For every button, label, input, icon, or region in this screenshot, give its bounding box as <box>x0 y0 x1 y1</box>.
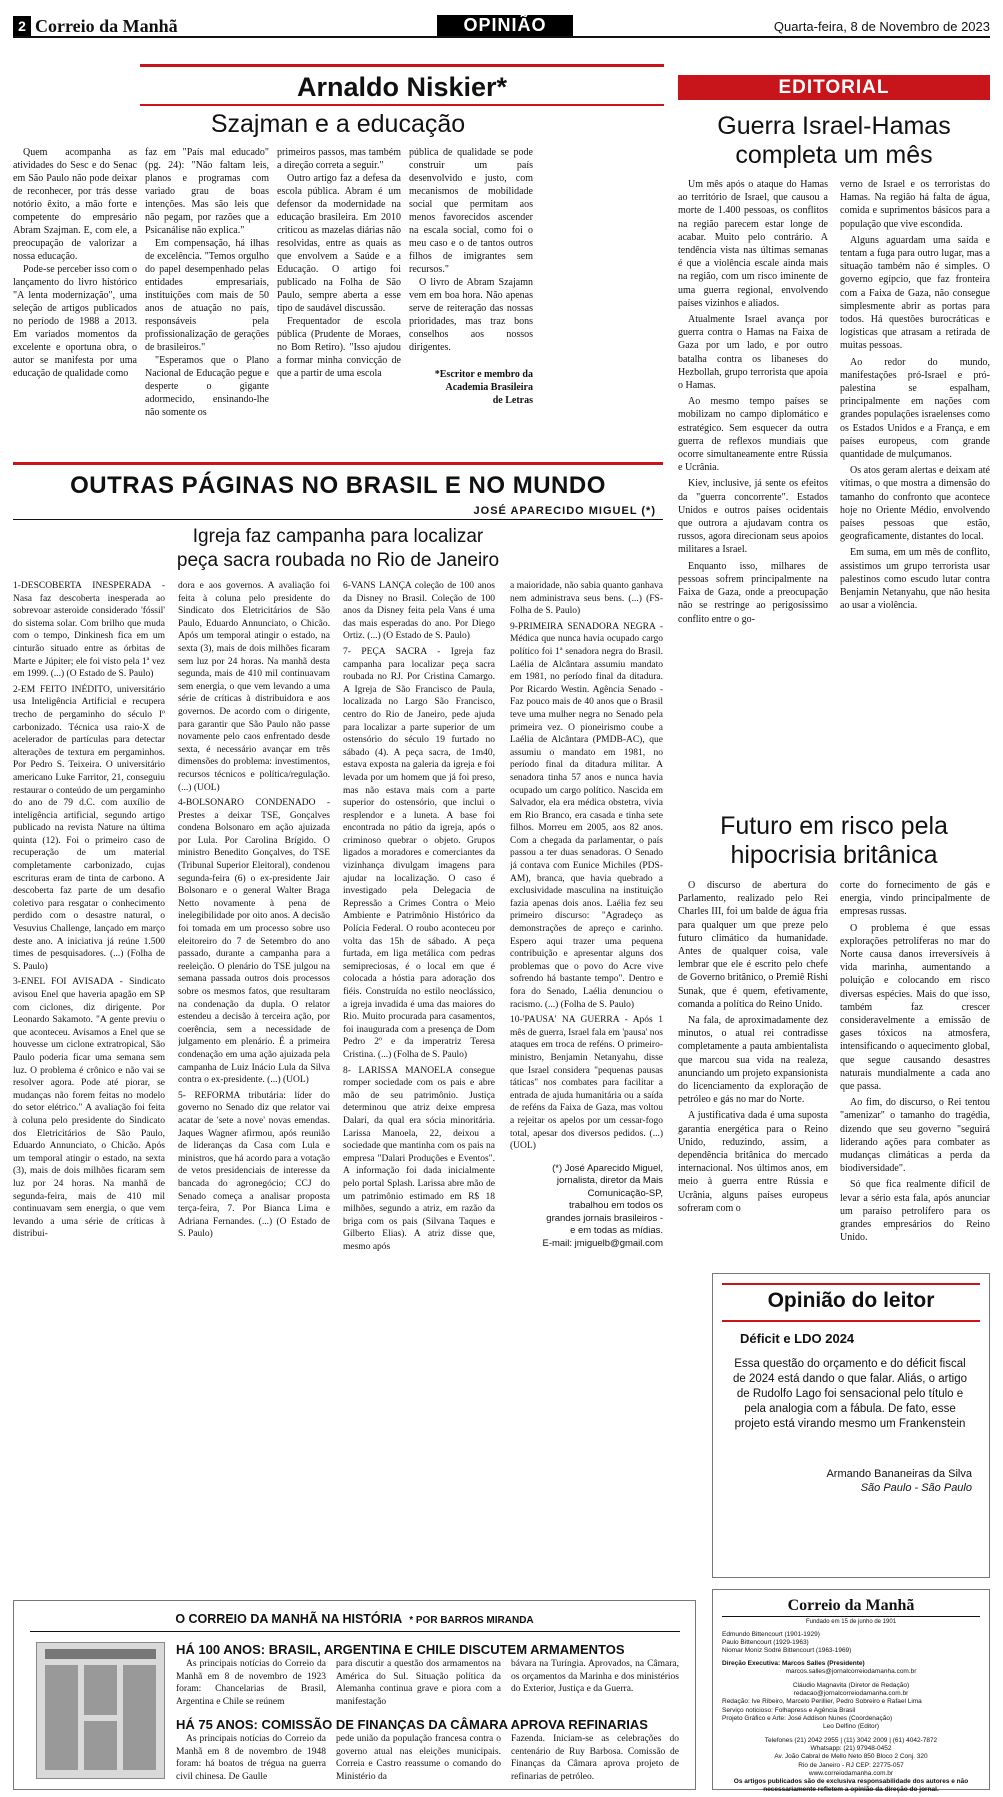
editorial-title-2 <box>678 812 990 870</box>
title-line: Guerra Israel-Hamas <box>717 112 951 140</box>
founder: Niomar Moniz Sodré Bittencourt (1963-1969) <box>722 1647 852 1655</box>
outras-top-bar <box>13 462 663 465</box>
column-top-bar <box>140 64 664 67</box>
masthead-logo: Correio da Manhã <box>787 1597 915 1614</box>
reader-place: São Paulo - São Paulo <box>860 1482 972 1494</box>
footnote-line: grandes jornais brasileiros - <box>546 1212 663 1224</box>
outras-byline: JOSÉ APARECIDO MIGUEL (*) <box>473 505 656 517</box>
website-link[interactable]: www.correiodamanha.com.br <box>808 1769 894 1777</box>
paragraph: Pode-se perceber isso com o lançamento do livro histórico "A lenta modernização", uma seleção de artigos publicados no período de 1988 a 2013. Em variados momentos da excelente e oportuna obra, o autor se manifesta por uma educação de qualidade como <box>13 264 137 379</box>
history-divider <box>30 1631 680 1632</box>
footnote-line: E-mail: jmiguelb@gmail.com <box>542 1237 663 1249</box>
masthead-founded: Fundado em 15 de junho de 1901 <box>805 1619 897 1625</box>
signature-line: Academia Brasileira <box>445 382 533 393</box>
paragraph: faz em "País mal educado" (pg. 24): "Não faltam leis, planos e programas com variado grau de boas intenções. Mas são leis que não pegam, por razões que a Psicanálise não explica." <box>145 147 269 236</box>
staff-line: redacao@jornalcorreiodamanha.com.br <box>793 1690 909 1698</box>
paragraph: "Esperamos que o Plano Nacional de Educação pegue e desperte o gigante adormecido, ensinando-lhe não somente os <box>145 355 269 418</box>
paragraph: verno de Israel e os terroristas do Hamas. Na região há falta de água, comida e suprimentos básicos para a população que vive escondida. <box>840 179 990 230</box>
outras-section-title: OUTRAS PÁGINAS NO BRASIL E NO MUNDO <box>70 472 606 499</box>
news-item: 1-DESCOBERTA INESPERADA - Nasa faz descoberta inesperada ao sobrevoar asteroide considerado 'fóssil' do sistema solar. Com brilho que muda com o tempo, Dinkinesh fica em um cinturão situado entre as órbitas de Marte e Júpiter; ele foi visto pela 1ª vez em 1999. (...) (O Estado de S. Paulo) <box>13 581 165 680</box>
direction-line: Direção Executiva: Marcos Salles (Presidente) <box>722 1660 865 1667</box>
signature-line: de Letras <box>492 395 533 406</box>
staff-line: Projeto Gráfico e Arte: José Addison Nunes (Coordenação) <box>722 1714 893 1722</box>
masthead-staff <box>722 1682 980 1731</box>
staff-line: Leo Delfino (Editor) <box>823 1723 879 1731</box>
history-title-text: O CORREIO DA MANHÃ NA HISTÓRIA <box>175 1612 402 1626</box>
section-title: OPINIÃO <box>437 15 573 36</box>
paragraph: A justificativa dada é uma suposta garantia energética para o Reino Unido, reduzindo, assim, a dependência britânica do mercado internacional. Nos últimos anos, em meio à guerra entre Rússia e Ucrânia, alguns países europeus sofreram com o <box>678 1110 828 1214</box>
footnote-line: trabalhou em todos os <box>568 1200 663 1212</box>
history-text-75-c <box>511 1733 679 1785</box>
paragraph: pública de qualidade se pode construir um país desenvolvido e justo, com mecanismos de mobilidade social que permitam aos menos favorecidos ascender na escala social, como foi o meu caso e o de tantos outros filhos de imigrantes sem recursos." <box>409 147 533 275</box>
paragraph: Quem acompanha as atividades do Sesc e do Senac em São Paulo não pode deixar de reconhecer, por trás desse notório êxito, a mão forte e competente do empresário Abram Szajman. E, com ele, a preocupação de valorizar a nossa educação. <box>13 147 137 262</box>
editorial-tag: EDITORIAL <box>678 75 990 100</box>
news-item: 5- REFORMA tributária: líder do governo no Senado diz que relator vai acatar de 'sete a nove' novas emendas. Jaques Wagner afirmou, após reunião de lideranças da Casa com Lula e ministros, que há acordo para a votação de vetos presidenciais de interesse da bancada do agronegócio; CCJ do Senado começa a analisar proposta terça-feira, 7. Por Bianca Lima e Adriana Fernandes. (...) (O Estado de S. Paulo) <box>178 1090 330 1240</box>
paragraph: Os atos geram alertas e deixam até vítimas, o que mostra a dimensão do tamanho do confronto que acontece hoje no Oriente Médio, envolvendo países pessoas que estão, geograficamente, distantes do local. <box>840 465 990 543</box>
news-item: 6-VANS LANÇA coleção de 100 anos da Disney no Brasil. Coleção de 100 anos da Disney feita pela Vans é uma das mais esperadas do ano. Por Diego Ortiz. (...) (O Estado de S. Paulo) <box>343 581 495 642</box>
footnote-line: (*) José Aparecido Miguel, <box>552 1162 663 1174</box>
founder: Paulo Bittencourt (1929-1963) <box>722 1639 809 1647</box>
paragraph: Ao fim, do discurso, o Rei tentou "amenizar" o tamanho do tragédia, dizendo que seu governo "seguirá liderando ações para combater as mudanças climáticas a perda da biodiversidade". <box>840 1097 990 1175</box>
page-number: 2 <box>13 16 31 36</box>
history-headline-75: HÁ 75 ANOS: COMISSÃO DE FINANÇAS DA CÂMARA APROVA REFINARIAS <box>176 1717 648 1732</box>
founder: Edmundo Bittencourt (1901-1929) <box>722 1631 820 1638</box>
reader-divider <box>722 1320 980 1322</box>
history-title <box>13 1612 696 1626</box>
disclaimer-line: Os artigos publicados são de exclusiva responsabilidade dos autores e não <box>733 1778 969 1786</box>
column-text-2 <box>145 146 269 446</box>
contact-line: Av. João Cabral de Mello Neto 850 Bloco 2 Conj. 320 <box>774 1753 928 1761</box>
signature-line: *Escritor e membro da <box>434 369 533 380</box>
newspaper-logo: Correio da Manhã <box>35 16 178 36</box>
reader-letter-body: Essa questão do orçamento e do déficit fiscal de 2024 está dando o que falar. Aliás, o artigo de Rudolfo Lago foi sensacional pelo título e pela analogia com a fábula. De fato, esse projeto está virando mesmo um Frankenstein <box>732 1358 967 1430</box>
editorial-body-1b <box>840 178 990 803</box>
editorial-body-1a <box>678 178 828 803</box>
paragraph: Um mês após o ataque do Hamas ao território de Israel, que causou a morte de 1.400 pessoas, os conflitos na região parecem estar longe de acabar. Muito pelo contrário. A tendência vista nas últimas semanas é que a violência escale ainda mais na região, com um risco iminente de uma guerra regional, envolvendo países vizinhos e aliados. <box>678 179 828 309</box>
paragraph: Outro artigo faz a defesa da escola pública. Abram é um defensor da modernidade na educação brasileira. Em 2010 criticou as mazelas diárias não resolvidas, entre as quais as que envolvem a Saúde e a Educação. O artigo foi publicado na Folha de São Paulo, sempre aberta a esse tipo de saudável discussão. <box>277 173 401 314</box>
paragraph: Kiev, inclusive, já sente os efeitos da "guerra concorrente". Estados Unidos e outros países ocidentais que outrora a ajudavam contra os russos, agora direcionam seus apoios militares a Israel. <box>678 478 828 556</box>
news-item: 10-'PAUSA' NA GUERRA - Após 1 mês de guerra, Israel fala em 'pausa' nos ataques em troca de reféns. O primeiro-ministro, Benjamin Netanyahu, disse que Israel considera "pequenas pausas táticas" nos combates para facilitar a entrada de ajuda humanitária ou a saída de reféns da Faixa de Gaza, mas voltou a rejeitar os apelos por um cessar-fogo total, apesar dos diversos pedidos. (...) (UOL) <box>510 1015 663 1152</box>
contact-line: Rio de Janeiro - RJ CEP: 22775-057 <box>798 1761 904 1769</box>
paragraph: corte do fornecimento de gás e energia, vindo principalmente de empresas russas. <box>840 880 990 918</box>
history-text-75-a <box>176 1733 326 1785</box>
staff-line: Redação: Ive Ribeiro, Marcelo Perillier, Pedro Sobreiro e Rafael Lima <box>722 1698 922 1706</box>
paragraph: O livro de Abram Szajamn vem em boa hora. Não apenas serve de reiteração das nossas prioridades, mas traz bons conselhos aos nossos dirigentes. <box>409 277 533 353</box>
headline-line: Igreja faz campanha para localizar <box>192 526 484 547</box>
outras-col-3 <box>343 580 495 1590</box>
outras-divider <box>13 519 663 520</box>
news-item: 4-BOLSONARO CONDENADO - Prestes a deixar TSE, Gonçalves condena Bolsonaro em ação ajuizada por Lula. Por Carolina Brígido. O ministro Benedito Gonçalves, do TSE (Tribunal Superior Eleitoral), condenou segunda-feira (6) o ex-presidente Jair Bolsonaro e o general Walter Braga Netto novamente à pena de inelegibilidade por oito anos. A decisão foi tomada em um processo sobre uso eleitoreiro do 7 de Setembro do ano passado, durante a campanha para a reeleição. O plenário do TSE julgou na semana passada outros dois processos sobre os mesmos fatos, que resultaram na condenação da dupla. O relator estendeu a decisão à terceira ação, por coerência, sem a necessidade de julgamento em plenário. É a primeira condenação em uma ação ajuizada pela campanha de Luiz Inácio Lula da Silva contra o ex-presidente. (...) (UOL) <box>178 798 330 1086</box>
paragraph: O discurso de abertura do Parlamento, realizado pelo Rei Charles III, foi um balde de água fria para qualquer um que preze pelo futuro climático da humanidade. Antes de qualquer coisa, vale lembrar que ele é escrito pelo chefe de Governo britânico, o Premiê Rishi Sunak, que é quem, efetivamente, comanda a política do Reino Unido. <box>678 880 828 1010</box>
history-text-100-b <box>336 1658 501 1710</box>
paragraph: Fazenda. Iniciam-se as celebrações do centenário de Ruy Barbosa. Comissão de Finanças da Câmara aprova projeto de refinarias de petróleo. <box>511 1734 679 1782</box>
news-item: 7- PEÇA SACRA - Igreja faz campanha para localizar peça sacra roubada no RJ. Por Cristina Camargo. A Igreja de São Francisco de Paula, localizada no Largo São Francisco, centro do Rio de Janeiro, pede ajuda para localizar a parte superior de um ostensório do século 19 furtado no sábado (4). A peça sacra, de 1m40, estava exposta na galeria da igreja e foi levada por um homem que já foi preso, mas não estava mais com a parte superior do ostensório, que inclui o resplendor e a luneta. A base foi encontrada no pátio da igreja, após o criminoso quebrar o objeto. Grupos ligados a moradores e comerciantes da vizinhança divulgam imagens para ajudar na localização. O caso é investigado pela Delegacia de Repressão a Crimes Contra o Meio Ambiente e Patrimônio Histórico da Polícia Federal. O roubo aconteceu por volta das 15h de sábado. A peça furtada, em liga metálica com pedras semipreciosas, é o local em que é colocada a hóstia para adoração dos fiéis. Construída no estilo neoclássico, a igreja invadida é uma das maiores do Rio. Muito procurada para casamentos, foi inaugurada com a presença de Dom Pedro 2º e da imperatriz Teresa Cristina. (...) (Folha de S. Paulo) <box>343 646 495 1060</box>
page-header <box>13 16 990 38</box>
history-byline: * POR BARROS MIRANDA <box>409 1615 534 1626</box>
news-item: a maioridade, não sabia quanto ganhava nem administrava seus bens. (...) (FS-Folha de S. Paulo) <box>510 581 663 617</box>
title-line: Futuro em risco pela <box>720 812 948 840</box>
paragraph: Atualmente Israel avança por guerra contra o Hamas na Faixa de Gaza por um lado, e por outro batalha contra os libaneses do Hezbollah, grupo terrorista que apoia o Hamas. <box>678 314 828 392</box>
outras-col-4 <box>510 580 663 1590</box>
paragraph: Alguns aguardam uma saída e tentam a fuga para outro lugar, mas a situação também não é simples. O governo egípcio, que faz fronteira com a Faixa de Gaza, não consegue simplesmente abrir as portas para todos. Há questões burocráticas e logísticas que atrasam a retirada de muitas pessoas. <box>840 234 990 352</box>
paragraph: bávara na Turíngia. Aprovados, na Câmara, os orçamentos da Marinha e dos ministérios do Exterior, Justiça e da Guerra. <box>511 1659 679 1695</box>
issue-date: Quarta-feira, 8 de Novembro de 2023 <box>773 19 990 34</box>
footnote-line: Comunicação-SP, <box>587 1187 663 1199</box>
contact-line: Telefones (21) 2042 2955 | (11) 3042 2009 | (61) 4042-7872 <box>764 1737 938 1744</box>
outras-footnote <box>510 1163 663 1251</box>
column-text-4 <box>409 146 533 446</box>
footnote-line: e em todas as mídias. <box>570 1225 663 1237</box>
column-text-3 <box>277 146 401 446</box>
reader-top-bar <box>722 1283 980 1285</box>
paragraph: para discutir a questão dos armamentos na América do Sul. Situação política da Alemanha continua grave e piora com a manifestação <box>336 1659 501 1707</box>
editorial-title-1 <box>678 112 990 170</box>
title-line: completa um mês <box>735 141 933 169</box>
masthead-direction <box>722 1660 980 1676</box>
paragraph: Enquanto isso, milhares de pessoas sofrem principalmente na Faixa de Gaza, onde a preocupação não se restringe ao perigosíssimo conflito entre o go- <box>678 560 828 625</box>
reader-signature <box>728 1467 972 1495</box>
disclaimer-line: necessariamente refletem a opinião da direção do jornal. <box>763 1786 939 1794</box>
masthead-contact <box>722 1737 980 1794</box>
old-newspaper-image <box>36 1642 165 1779</box>
news-item: 2-EM FEITO INÉDITO, universitário usa Inteligência Artificial e recupera trecho de pergaminho do século Iº carbonizado. Técnica usa raio-X de acelerador de partículas para detectar alterações de textura em pergaminhos. Por Pedro S. Teixeira. O universitário americano Luke Farritor, 21, conseguiu restaurar o conteúdo de um pergaminho do ano de 79 d.C. com auxílio de inteligência artificial, segundo artigo publicado na revista Nature na última quinta (12). Foi o primeiro caso de recuperação de um material completamente carbonizado, cujas escrituras eram de tinta de carbono. A descoberta faz parte de um desafio coletivo para resgatar o conhecimento perdido com o desastre natural, o Vesuvius Challenge, lançado em março deste ano. A iniciativa já reúne 1.500 times de pesquisadores. (...) (Folha de S. Paulo) <box>13 684 165 972</box>
staff-line: Cláudio Magnavita (Diretor de Redação) <box>792 1682 910 1689</box>
editorial-body-2b <box>840 879 990 1259</box>
paragraph: pede união da população francesa contra o governo atual nas eleições municipais. Correia e Castro reassume o comando do Ministério da <box>336 1734 501 1782</box>
footnote-line: jornalista, diretor da Mais <box>556 1175 663 1187</box>
outras-headline <box>13 525 663 573</box>
paragraph: Ao mesmo tempo países se mobilizam no campo diplomático e estratégico. Sem esquecer da outra guerra de reflexos mundiais que ocorre simultaneamente entre Rússia e Ucrânia. <box>678 396 828 474</box>
history-text-100-c <box>511 1658 679 1710</box>
staff-line: Serviço noticioso: Folhapress e Agência Brasil <box>722 1706 856 1714</box>
history-text-100-a <box>176 1658 326 1710</box>
news-item: 9-PRIMEIRA SENADORA NEGRA - Médica que nunca havia ocupado cargo político foi 1ª senadora negra do Brasil. Laélia de Alcântara assumiu mandato em 1981, no período final da ditadura. Por Ricardo Westin. Agência Senado - Faz pouco mais de 40 anos que o Brasil teve uma mulher negra no Senado pela primeira vez. O pioneirismo coube a Laélia de Alcântara (PMDB-AC), que assumiu o mandato em 1981, no período final da ditadura militar. A senadora tinha 57 anos e nunca havia ocupado um cargo político. Nascida em Salvador, ela era médica obstetra, vivia em Rio Branco, era casada e tinha sete filhos. Morreu em 2005, aos 82 anos. Com a chegada da parlamentar, o país passou a ter duas senadoras. O Senado já contava com Eunice Michiles (PDS-AM), branca, que havia quebrado a exclusividade masculina na instituição fazia apenas dois anos. Laélia fez seu primeiro discurso: "Agradeço as demonstrações de apreço e carinho. Espero aqui trazer uma pequena contribuição e apresentar alguns dos problemas que o povo do Acre vive sofrendo há bastante tempo". Dentro e fora do Senado, Laélia denunciou o racismo. (...) (Folha de S. Paulo) <box>510 621 663 1010</box>
news-item: 3-ENEL FOI AVISADA - Sindicato avisou Enel que haveria apagão em SP com ciclones, diz dirigente. Por Leonardo Sakamoto. "A gente previu o que aconteceu. Avisamos a Enel que se houvesse um ciclone extratropical, São Paulo poderia ficar uma semana sem luz. O problema é crônico e não vai se resolver agora. Pode até piorar, se mudanças não forem feitas no modelo do setor elétrico." A avaliação foi feita à coluna pelo presidente do Sindicato dos Eletricitários de São Paulo, Eduardo Annunciato, o Chicão. Após um temporal atingir o estado, na sexta (3), mais de dois milhões ficaram sem luz por 24 horas. Na manhã de segunda-feira, mais de 410 mil continuavam sem energia, o que vem levando a uma série de críticas à distribui- <box>13 977 165 1240</box>
column-author: Arnaldo Niskier* <box>296 72 508 102</box>
headline-line: peça sacra roubada no Rio de Janeiro <box>176 550 500 571</box>
reader-opinion-title: Opinião do leitor <box>767 1289 935 1312</box>
editorial-body-2a <box>678 879 828 1259</box>
paragraph: Em suma, em um mês de conflito, assistimos um grupo terrorista usar palestinos como escudo lutar contra Benjamin Netanyahu, que não hesita ao usar a violência. <box>840 547 990 612</box>
paragraph: Em compensação, há ilhas de excelência. "Temos orgulho do papel desempenhado pelas entidades empresariais, instituições com mais de 50 anos de atuação no país, responsáveis pela profissionalização de gerações de brasileiros." <box>145 238 269 353</box>
reader-letter-subject: Déficit e LDO 2024 <box>740 1331 855 1346</box>
paragraph: As principais notícias do Correio da Manhã em 8 de novembro de 1948 foram: há boatos de trégua na guerra civil chinesa. De Gaulle <box>176 1734 326 1782</box>
paragraph: Só que fica realmente difícil de levar a sério esta fala, após anunciar um paraíso petrolífero para os grandes empresários do Reino Unido. <box>840 1179 990 1244</box>
outras-col-2 <box>178 580 330 1590</box>
history-text-75-b <box>336 1733 501 1785</box>
masthead-divider <box>722 1616 980 1617</box>
paragraph: primeiros passos, mas também a direção correta a seguir." <box>277 147 401 171</box>
column-signature <box>409 368 533 407</box>
direction-email: marcos.salles@jornalcorreiodamanha.com.br <box>785 1668 917 1676</box>
history-headline-100: HÁ 100 ANOS: BRASIL, ARGENTINA E CHILE DISCUTEM ARMAMENTOS <box>176 1642 625 1657</box>
paragraph: As principais notícias do Correio da Manhã em 8 de novembro de 1923 foram: Chancelarias de Brasil, Argentina e Chile se reúnem <box>176 1659 326 1707</box>
paragraph: Frequentador de escola pública (Prudente de Moraes, no Bom Retiro). "Isso ajudou a formar minha convicção de que a partir de uma escola <box>277 316 401 379</box>
column-text-1 <box>13 146 137 446</box>
paragraph: O problema é que essas explorações petrolíferas no mar do Norte causa danos irreversíveis à vida marinha, aumentando a poluição e colocando em risco diversas espécies. Mais do que isso, também faz crescer consideravelmente a emissão de gases tóxicos na atmosfera, intensificando o aquecimento global, que segue causando desastres naturais mundialmente a cada ano que passa. <box>840 922 990 1093</box>
paragraph: Na fala, de aproximadamente dez minutos, o atual rei contradisse completamente a pauta ambientalista que marcou sua vida na realeza, anunciando um projeto expansionista do licenciamento da exploração de petróleo e gás no mar do Norte. <box>678 1015 828 1106</box>
masthead-founders <box>722 1631 980 1656</box>
contact-line: Whatsapp: (21) 97948-0452 <box>810 1745 892 1753</box>
column-title: Szajman e a educação <box>210 110 466 138</box>
reader-name: Armando Bananeiras da Silva <box>826 1468 972 1480</box>
news-item: 8- LARISSA MANOELA consegue romper sociedade com os pais e abre mão de seu patrimônio. Justiça determinou que atriz deixe empresa Dalari, da qual era sócia minoritária. Larissa Manoela, 22, deixou a sociedade que mantinha com os pais na empresa "Dalari Produções e Eventos". A informação foi dada inicialmente pelo portal Splash. Larissa abre mão de um patrimônio estimado em R$ 18 milhões, segundo a atriz, em razão da briga com os pais (Silvana Taques e Gilberto Elias). A atriz disse que, mesmo após <box>343 1065 495 1252</box>
paragraph: Ao redor do mundo, manifestações pró-Israel e pró-palestina se espalham, principalmente em nações com grandes populações israelenses como os Estados Unidos e a França, e em países europeus, com grande quantidade de mulçumanos. <box>840 356 990 461</box>
outras-col-1 <box>13 580 165 1590</box>
column-divider <box>140 104 664 106</box>
title-line: hipocrisia britânica <box>730 841 938 869</box>
news-item: dora e aos governos. A avaliação foi feita à coluna pelo presidente do Sindicato dos Eletricitários de São Paulo, Eduardo Annunciato, o Chicão. Após um temporal atingir o estado, na sexta (3), mais de dois milhões ficaram sem luz por 24 horas. Na manhã desta segunda, mais de 410 mil continuavam sem energia, o que vem levando a uma série de críticas à distribuidora e aos governos. De acordo com o dirigente, para garantir que São Paulo não passe novamente pelo caos enfrentado desde sexta, é necessário avançar em três dimensões do problema: investimentos, recursos técnicos e política/regulação. (...) (UOL) <box>178 581 330 793</box>
